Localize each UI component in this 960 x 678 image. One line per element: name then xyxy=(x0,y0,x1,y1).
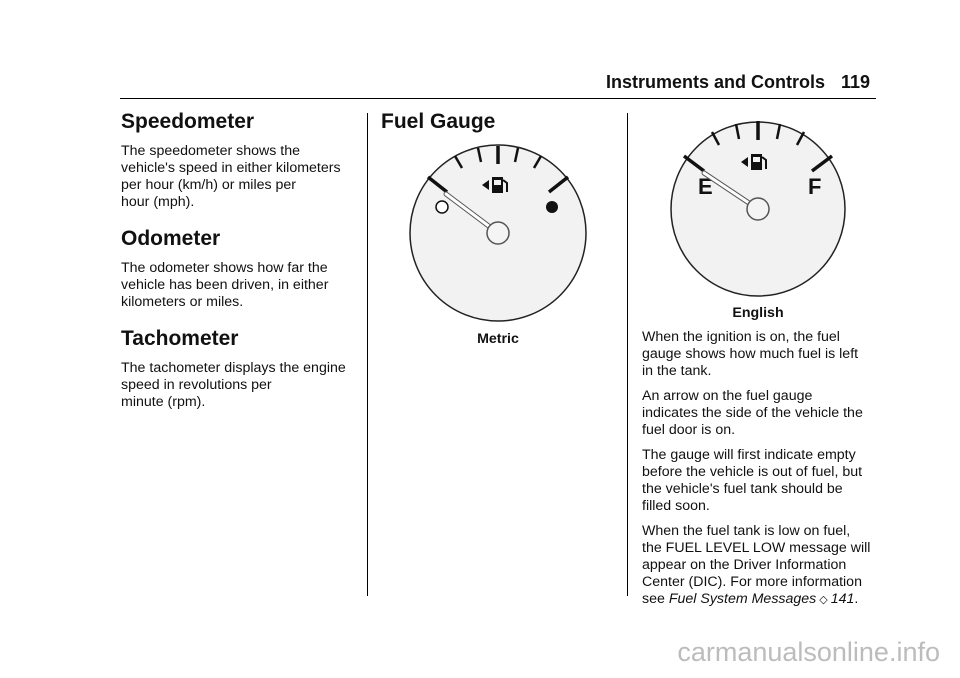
metric-fuel-gauge xyxy=(405,140,591,326)
text-line: vehicle has been driven, in either xyxy=(121,277,329,293)
gauge-hub xyxy=(747,198,769,220)
text-line: filled soon. xyxy=(642,498,710,514)
text-line: indicates the side of the vehicle the xyxy=(642,405,863,421)
paragraph-empty xyxy=(642,447,892,515)
text-line: The tachometer displays the engine xyxy=(121,360,346,376)
text-line: the FUEL LEVEL LOW message will xyxy=(642,540,871,556)
column-divider-left xyxy=(367,113,368,596)
text-line: the vehicle's fuel tank should be xyxy=(642,481,843,497)
header-rule xyxy=(120,98,876,99)
paragraph-low-fuel xyxy=(642,523,892,609)
text-line: vehicle's speed in either kilometers xyxy=(121,160,341,176)
section-heading-fuel-gauge: Fuel Gauge xyxy=(381,110,496,133)
left-column xyxy=(121,110,361,411)
english-fuel-gauge xyxy=(667,118,849,300)
empty-label: E xyxy=(698,174,713,199)
page-number: 119 xyxy=(841,72,871,92)
watermark: carmanualsonline.info xyxy=(677,637,940,667)
section-heading-tachometer: Tachometer xyxy=(121,327,239,350)
text-line: speed in revolutions per xyxy=(121,377,272,393)
right-column-text xyxy=(642,329,892,609)
odometer-paragraph xyxy=(121,260,361,311)
text-line: When the fuel tank is low on fuel, xyxy=(642,523,851,539)
page-header-title: Instruments and Controls xyxy=(605,72,825,92)
text-line: appear on the Driver Information xyxy=(642,557,847,573)
metric-caption: Metric xyxy=(477,331,519,347)
text-line: The odometer shows how far the xyxy=(121,260,328,276)
text-line: minute (rpm). xyxy=(121,394,206,410)
full-label: F xyxy=(808,174,822,199)
paragraph-arrow xyxy=(642,388,892,439)
paragraph-ignition xyxy=(642,329,892,380)
xref-line xyxy=(642,591,892,609)
text-line: kilometers or miles. xyxy=(121,294,244,310)
text-line: The gauge will first indicate empty xyxy=(642,447,856,463)
text-line: An arrow on the fuel gauge xyxy=(642,388,813,404)
text-line: fuel door is on. xyxy=(642,422,736,438)
xref-arrow-icon: ◇ xyxy=(819,594,828,606)
text-line: before the vehicle is out of fuel, but xyxy=(642,464,863,480)
full-indicator-icon xyxy=(546,201,558,213)
text-line: hour (mph). xyxy=(121,194,195,210)
text-line: Center (DIC). For more information xyxy=(642,574,862,590)
xref-prefix: see xyxy=(642,591,669,607)
xref-link[interactable]: Fuel System Messages xyxy=(668,591,817,607)
text-line: The speedometer shows the xyxy=(121,143,301,159)
gauge-hub xyxy=(487,222,509,244)
section-heading-odometer: Odometer xyxy=(121,227,221,250)
text-line: gauge shows how much fuel is left xyxy=(642,346,859,362)
section-heading-speedometer: Speedometer xyxy=(121,110,255,133)
text-line: When the ignition is on, the fuel xyxy=(642,329,840,345)
column-divider-right xyxy=(627,113,628,596)
tachometer-paragraph xyxy=(121,360,361,411)
xref-page[interactable]: 141 xyxy=(830,591,855,607)
text-line: in the tank. xyxy=(642,363,712,379)
empty-indicator-icon xyxy=(436,201,448,213)
speedometer-paragraph xyxy=(121,143,361,211)
text-line: per hour (km/h) or miles per xyxy=(121,177,297,193)
english-caption: English xyxy=(732,305,784,321)
xref-suffix: . xyxy=(854,591,859,607)
